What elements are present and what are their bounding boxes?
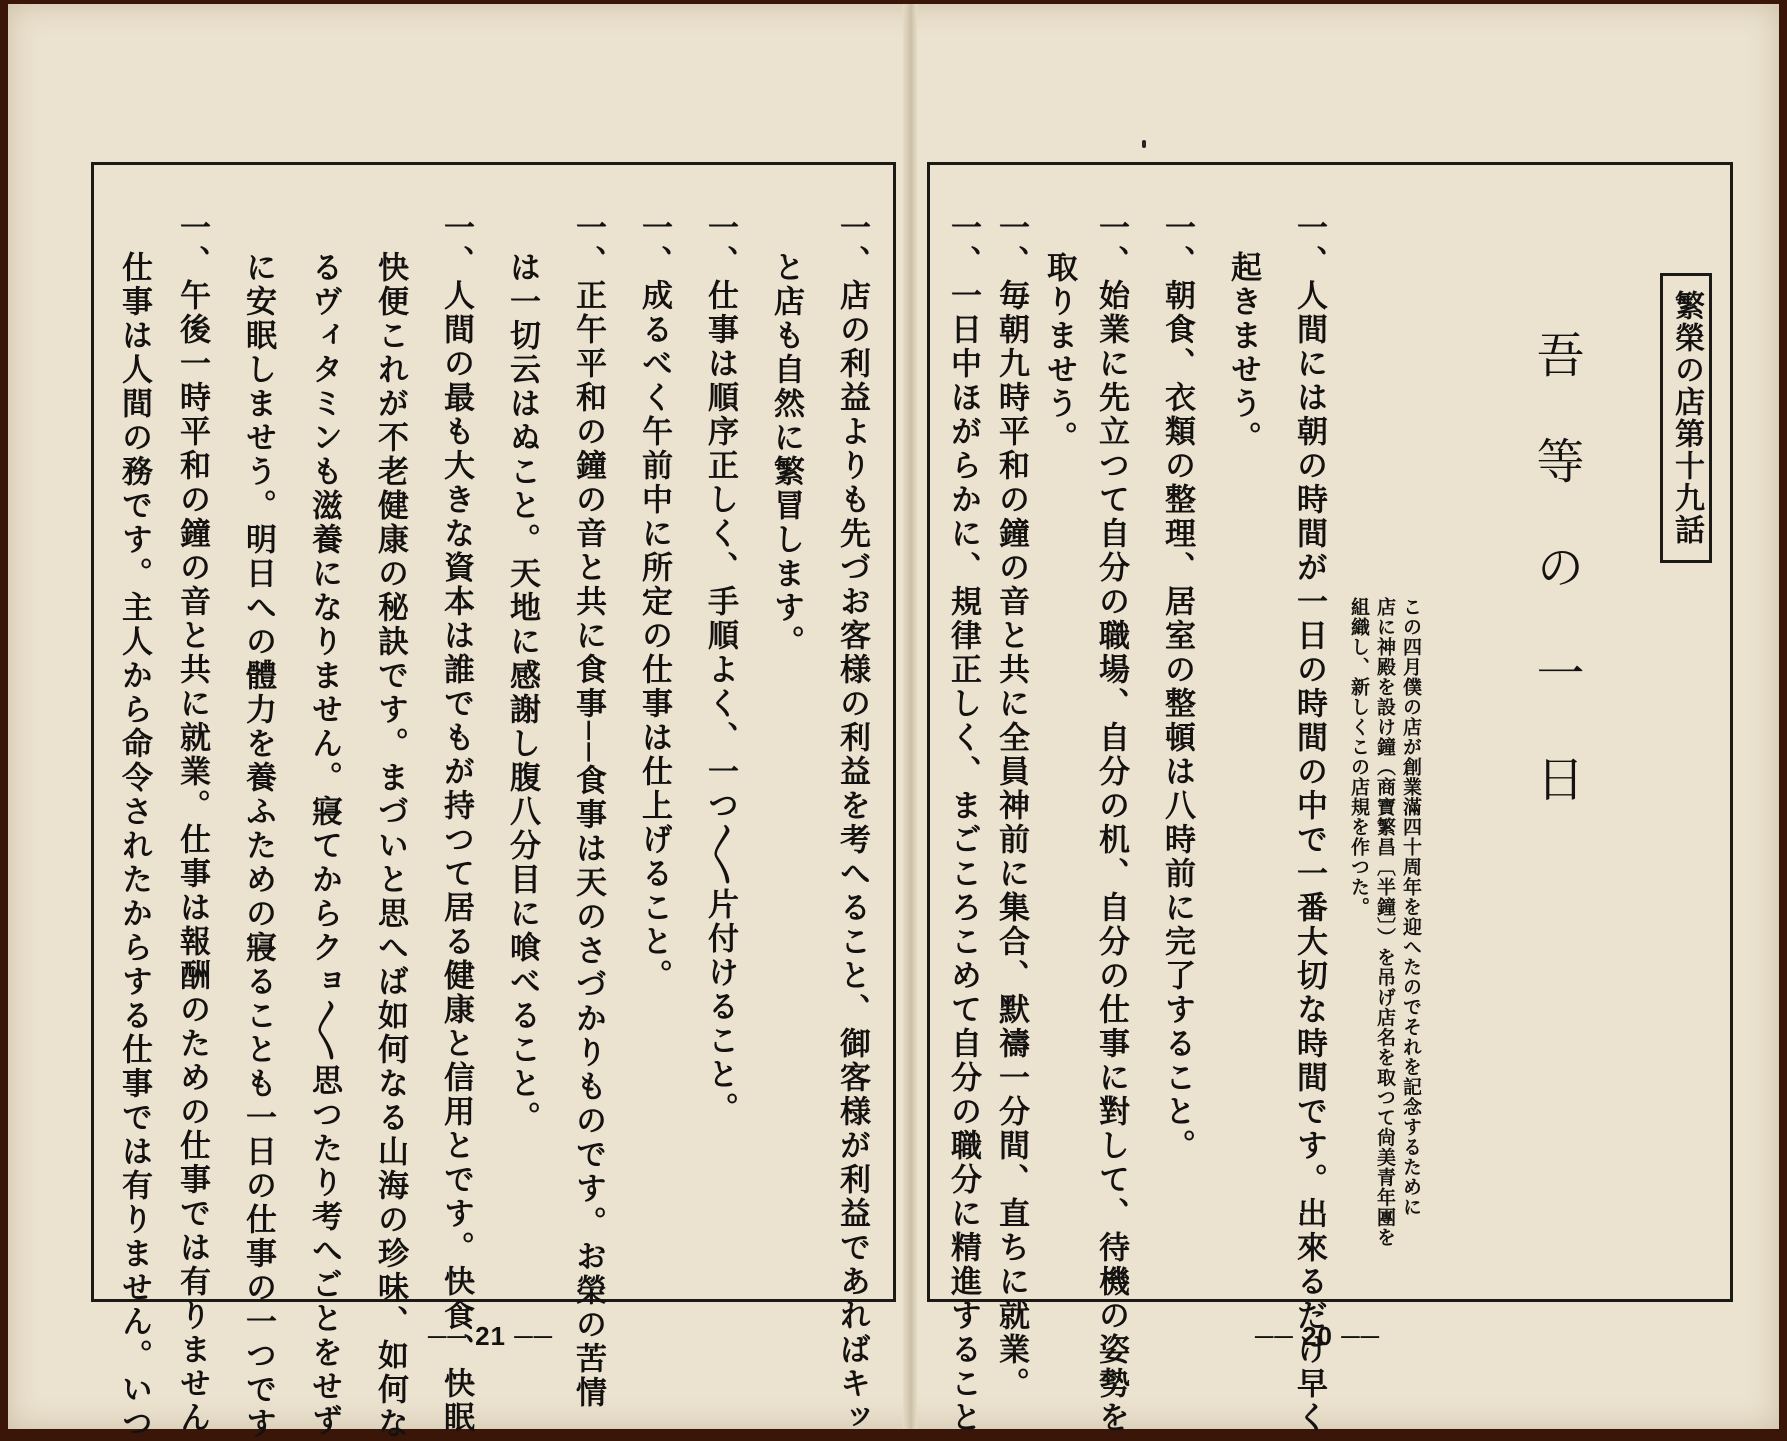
page-20 [917, 4, 1779, 1435]
rule-column: 一、午後一時平和の鐘の音と共に就業。仕事は報酬のための仕事では有りません [174, 211, 210, 1435]
page-title: 吾等の一日 [1528, 330, 1584, 860]
rule-column: に安眠しませう。明日への體力を養ふための寢ることも一日の仕事の一つです [240, 251, 276, 1441]
rule-column: 一、毎朝九時平和の鐘の音と共に全員神前に集合、默禱一分間、直ちに就業。 [993, 211, 1029, 1401]
book-spread [8, 4, 1779, 1441]
series-label: 繁榮の店第十九話 [1660, 273, 1712, 563]
rule-column: 一、人間には朝の時間が一日の時間の中で一番大切な時間です。出來るだけ早く [1291, 211, 1327, 1435]
rule-column: 一、一日中ほがらかに、規律正しく、まごころこめて自分の職分に精進すること [945, 211, 981, 1435]
book-gutter [903, 4, 917, 1429]
rule-column: 起きませう。 [1225, 251, 1261, 455]
note-line: 店に神殿を設け鐘（商寶繁昌〔半鐘〕）を吊げ店名を取つて尙美青年團を [1374, 597, 1396, 1248]
rule-column: 一、店の利益よりも先づお客様の利益を考へること、御客様が利益であればキッ [834, 211, 870, 1435]
rule-column: と店も自然に繁冒します。 [768, 251, 804, 659]
rule-column: るヴィタミンも滋養になりません。寢てからクョ〳〵思つたり考へごとをせず [306, 251, 342, 1438]
page-number: ── 20 ── [1255, 1321, 1381, 1351]
rule-column: は一切云はぬこと。天地に感謝し腹八分目に喰べること。 [504, 251, 540, 1135]
page-21 [8, 4, 903, 1441]
note-line: この四月僕の店が創業滿四十周年を迎へたのでそれを記念するために [1400, 597, 1422, 1217]
rule-column: 一、始業に先立つて自分の職場、自分の机、自分の仕事に對して、待機の姿勢を [1093, 211, 1129, 1435]
rule-column: 快便これが不老健康の秘訣です。まづいと思へば如何なる山海の珍味、如何な [372, 251, 408, 1441]
rule-column: 一、朝食、衣類の整理、居室の整頓は八時前に完了すること。 [1159, 211, 1195, 1163]
page-number: ── 21 ── [428, 1321, 554, 1351]
rule-column: 一、人間の最も大きな資本は誰でもが持つて居る健康と信用とです。快食、快眠 [438, 211, 474, 1435]
note-line: 組織し、新しくこの店規を作つた。 [1348, 597, 1370, 917]
rule-column: 一、成るべく午前中に所定の仕事は仕上げること。 [636, 211, 672, 993]
rule-column: 一、正午平和の鐘の音と共に食事──食事は天のさづかりものです。お榮の苦情 [570, 211, 606, 1411]
rule-column: 取りませう。 [1041, 251, 1077, 455]
rule-column: 仕事は人間の務です。主人から命令されたからする仕事では有りません。いつ [116, 251, 152, 1441]
ink-speck [1142, 140, 1146, 148]
rule-column: 一、仕事は順序正しく、手順よく、一つ〳〵片付けること。 [702, 211, 738, 1126]
